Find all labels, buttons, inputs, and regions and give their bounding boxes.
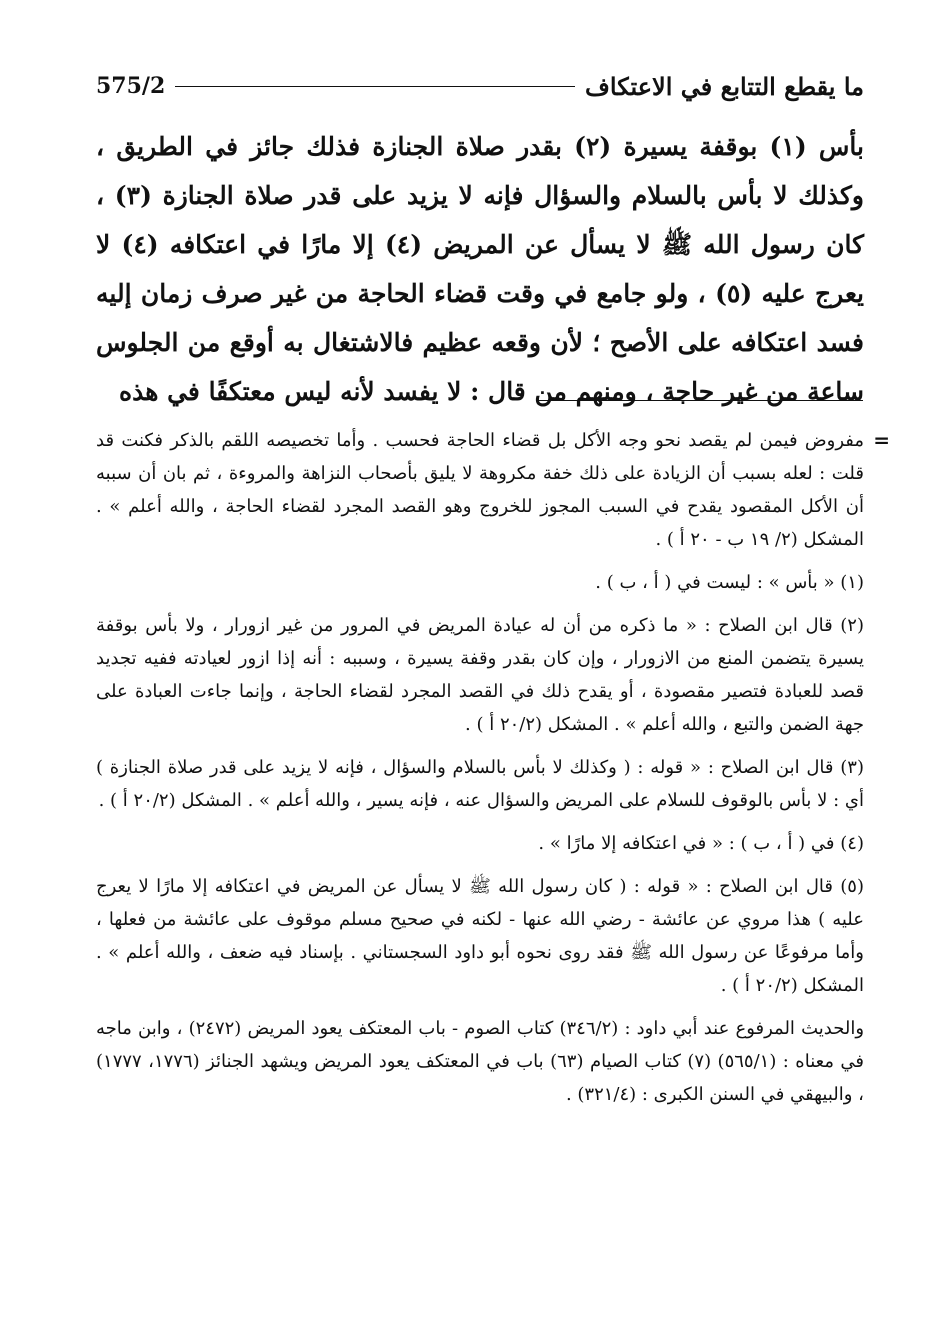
header-rule — [175, 86, 575, 87]
continuation-mark: = — [873, 428, 890, 452]
footnote-separator — [537, 400, 863, 401]
footnotes — [96, 424, 890, 1121]
footnote-3: (٣) قال ابن الصلاح : « قوله : ( وكذلك لا بأس بالسلام والسؤال ، فإنه لا يزيد على قدر صلاة الجنازة ) أي : لا بأس بالوقوف للسلام على المريض والسؤال عنه ، فإنه يسير ، والله أعلم » . المشكل (٢٠/٢ أ ) . — [96, 757, 864, 811]
footnote-4: (٤) في ( أ ، ب ) : « في اعتكافه إلا مارًا » . — [538, 833, 864, 854]
footnote-continuation-text: مفروض فيمن لم يقصد نحو وجه الأكل بل قضاء الحاجة فحسب . وأما تخصيصه اللقم بالذكر فكنت قد قلت : لعله بسبب أن الزيادة على ذلك خفة مكروهة لا يليق بأصحاب النزاهة والمروءة ، ثم بان أن سببه أن الأكل المقصود يقدح في السبب المجوز للخروج وهو القصد المجرد لقضاء الحاجة ، والله أعلم » . المشكل (٢/ ١٩ ب - ٢٠ أ ) . — [96, 430, 864, 550]
page-header — [96, 66, 864, 106]
main-text: بأس (١) بوقفة يسيرة (٢) بقدر صلاة الجنازة فذلك جائز في الطريق ، وكذلك لا بأس بالسلام والسؤال فإنه لا يزيد على قدر صلاة الجنازة (٣) ، كان رسول الله ﷺ لا يسأل عن المريض (٤) إلا مارًا في اعتكافه (٤) لا يعرج عليه (٥) ، ولو جامع في وقت قضاء الحاجة من غير صرف زمان إليه فسد اعتكافه على الأصح ؛ لأن وقعه عظيم فالاشتغال به أوقع من الجلوس ساعة من غير حاجة ، ومنهم من قال : لا يفسد لأنه ليس معتكفًا في هذه — [96, 132, 864, 406]
footnote-2: (٢) قال ابن الصلاح : « ما ذكره من أن له عيادة المريض في المرور من غير ازورار ، ولا بأس بوقفة يسيرة يتضمن المنع من الازورار ، وإن كان بقدر وقفة يسيرة ، وسببه : أنه إذا ازور لعيادته ففيه تجديد قصد للعبادة فتصير مقصودة ، أو يقدح ذلك في القصد المجرد لقضاء الحاجة ، وإنما جاءت العبادة على جهة الضمن والتبع ، والله أعلم » . المشكل (٢٠/٢ أ ) . — [96, 615, 864, 735]
running-title: ما يقطع التتابع في الاعتكاف — [585, 71, 864, 101]
page-number: 575/2 — [96, 73, 166, 99]
footnote-5-hadith: والحديث المرفوع عند أبي داود : (٣٤٦/٢) كتاب الصوم - باب المعتكف يعود المريض (٢٤٧٢) ، وابن ماجه في معناه : (٥٦٥/١) (٧) كتاب الصيام (٦٣) باب في المعتكف يعود المريض ويشهد الجنائز (١٧٧٦، ١٧٧٧) ، والبيهقي في السنن الكبرى : (٣٢١/٤) . — [96, 1018, 865, 1105]
footnote-1: (١) « بأس » : ليست في ( أ ، ب ) . — [595, 572, 864, 593]
footnote-continuation — [96, 424, 890, 556]
footnote-5: (٥) قال ابن الصلاح : « قوله : ( كان رسول الله ﷺ لا يسأل عن المريض في اعتكافه إلا مارًا لا يعرج عليه ) هذا مروي عن عائشة - رضي الله عنها - لكنه في صحيح مسلم موقوف على عائشة من فعلها ، وأما مرفوعًا عن رسول الله ﷺ فقد روى نحوه أبو داود السجستاني . بإسناد فيه ضعف ، والله أعلم » . المشكل (٢٠/٢ أ ) . — [96, 876, 864, 996]
